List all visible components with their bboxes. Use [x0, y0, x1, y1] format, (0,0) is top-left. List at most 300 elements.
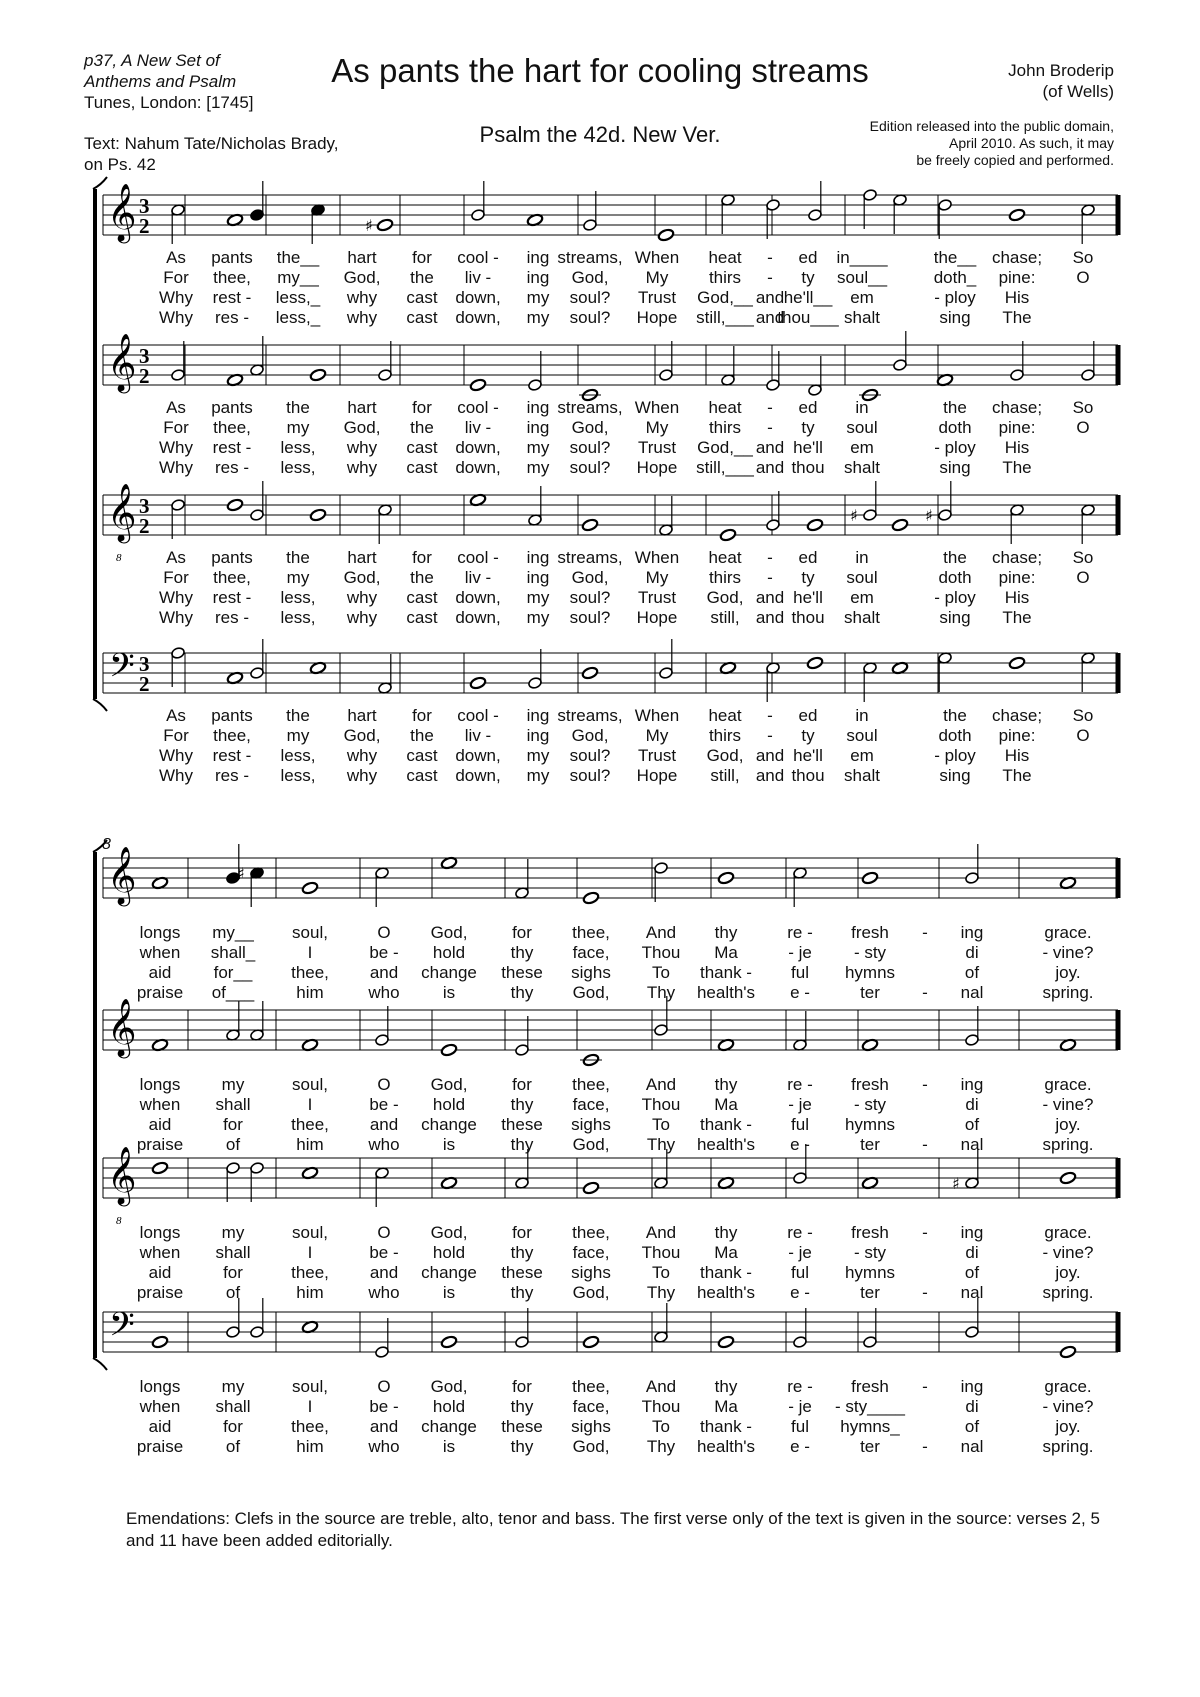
lyric-syllable: these: [501, 1263, 543, 1282]
lyric-syllable: God,: [343, 418, 381, 437]
lyric-syllable: Ma: [714, 1397, 738, 1416]
note-head: [375, 1034, 390, 1047]
lyric-syllable: di: [965, 943, 979, 962]
lyric-syllable: the: [410, 726, 434, 745]
lyric-syllable: he'll: [793, 746, 823, 765]
lyric-syllable: soul?: [569, 288, 611, 307]
treble-clef-icon: 𝄞: [107, 333, 137, 391]
lyric-syllable: God,__: [697, 288, 753, 307]
lyric-syllable: God,: [343, 268, 381, 287]
lyric-syllable: rest -: [212, 746, 252, 765]
lyric-syllable: For: [163, 268, 189, 287]
lyric-syllable: soul__: [836, 268, 888, 287]
lyric-syllable: - ploy: [934, 438, 976, 457]
note-head: [863, 1336, 878, 1349]
lyric-syllable: So: [1072, 398, 1094, 417]
lyric-syllable: shall: [215, 1243, 251, 1262]
lyric-syllable: thee,: [213, 268, 251, 287]
lyric-syllable: -: [922, 1283, 928, 1302]
lyric-syllable: -: [767, 398, 773, 417]
lyric-syllable: chase;: [991, 248, 1043, 267]
lyric-syllable: -: [767, 418, 773, 437]
lyric-syllable: thirs: [708, 268, 742, 287]
lyric-syllable: -: [922, 1377, 928, 1396]
lyric-syllable: in: [855, 706, 869, 725]
lyric-syllable: for: [223, 1115, 243, 1134]
note-head: [171, 647, 186, 660]
lyric-syllable: of: [225, 1135, 241, 1154]
lyric-syllable: pants: [211, 548, 253, 567]
lyric-syllable: thirs: [708, 726, 742, 745]
note-head: [1059, 1171, 1076, 1185]
lyric-syllable: nal: [960, 983, 984, 1002]
time-signature-numerator: 3: [139, 494, 150, 518]
lyric-syllable: my: [221, 1223, 245, 1242]
lyric-syllable: nal: [960, 1135, 984, 1154]
lyric-syllable: ty: [801, 726, 815, 745]
note-head: [250, 1326, 265, 1339]
note-head: [893, 359, 908, 372]
bracket-bottom-hook: [93, 699, 107, 711]
lyric-syllable: down,: [455, 288, 501, 307]
lyric-syllable: God,: [430, 1075, 468, 1094]
lyric-syllable: em: [850, 438, 874, 457]
lyric-syllable: thee,: [291, 1417, 329, 1436]
lyric-syllable: of: [964, 1417, 980, 1436]
lyric-syllable: Trust: [637, 588, 677, 607]
lyric-syllable: -: [922, 1223, 928, 1242]
lyric-syllable: shalt: [844, 608, 880, 627]
lyric-syllable: And: [645, 1223, 677, 1242]
lyric-syllable: soul: [846, 418, 878, 437]
lyric-syllable: and: [369, 1263, 399, 1282]
lyric-syllable: ing: [526, 726, 550, 745]
lyric-syllable: As: [166, 398, 186, 417]
lyric-syllable: pants: [211, 398, 253, 417]
lyric-syllable: why: [346, 588, 378, 607]
lyric-syllable: ty: [801, 268, 815, 287]
sharp-icon: ♯: [925, 506, 933, 525]
lyric-syllable: Trust: [637, 288, 677, 307]
lyric-syllable: To: [652, 963, 670, 982]
lyric-syllable: heat: [708, 248, 742, 267]
bracket-top-hook: [93, 177, 107, 189]
lyric-syllable: - vine?: [1042, 943, 1094, 962]
lyric-syllable: pine:: [998, 268, 1036, 287]
lyric-syllable: soul?: [569, 308, 611, 327]
note-head: [654, 862, 669, 875]
lyric-syllable: health's: [696, 983, 756, 1002]
lyric-syllable: re -: [787, 1223, 813, 1242]
lyric-syllable: ty: [801, 568, 815, 587]
lyric-syllable: di: [965, 1243, 979, 1262]
lyric-syllable: Why: [159, 588, 193, 607]
lyric-syllable: grace.: [1044, 1223, 1092, 1242]
lyric-syllable: of: [964, 1263, 980, 1282]
lyric-syllable: soul?: [569, 458, 611, 477]
lyric-syllable: less,: [280, 766, 316, 785]
lyric-syllable: ful: [791, 1417, 809, 1436]
lyric-syllable: - ploy: [934, 288, 976, 307]
note-head: [766, 199, 781, 212]
lyric-syllable: for: [412, 398, 432, 417]
lyric-syllable: hart: [347, 398, 377, 417]
lyric-syllable: cool -: [457, 248, 499, 267]
lyric-syllable: God,: [706, 746, 744, 765]
lyric-syllable: joy.: [1055, 1417, 1081, 1436]
lyric-syllable: fresh: [851, 1223, 889, 1242]
lyric-syllable: my: [221, 1075, 245, 1094]
lyric-syllable: doth: [938, 418, 972, 437]
lyric-syllable: ed: [798, 248, 818, 267]
lyric-syllable: Hope: [636, 458, 678, 477]
lyric-syllable: my: [526, 746, 550, 765]
lyric-syllable: ty: [801, 418, 815, 437]
lyric-syllable: and: [755, 288, 785, 307]
lyric-syllable: and: [755, 746, 785, 765]
lyric-syllable: ter: [860, 1135, 880, 1154]
lyric-syllable: my: [526, 438, 550, 457]
lyric-syllable: hold: [432, 1397, 466, 1416]
lyric-syllable: O: [1076, 268, 1090, 287]
lyric-syllable: thy: [510, 1243, 534, 1262]
text-credit-line: on Ps. 42: [84, 155, 156, 174]
lyric-syllable: for: [412, 548, 432, 567]
lyric-syllable: pants: [211, 248, 253, 267]
lyric-syllable: -: [767, 568, 773, 587]
lyric-syllable: the: [410, 268, 434, 287]
lyric-syllable: My: [645, 268, 669, 287]
lyric-syllable: - sty____: [835, 1397, 905, 1416]
lyric-syllable: face,: [572, 1095, 610, 1114]
lyric-syllable: when: [139, 1243, 181, 1262]
lyric-syllable: less,: [280, 746, 316, 765]
lyric-syllable: O: [377, 1377, 391, 1396]
lyric-syllable: pants: [211, 706, 253, 725]
lyric-syllable: hold: [432, 1095, 466, 1114]
note-head: [309, 508, 326, 522]
lyric-syllable: grace.: [1044, 1377, 1092, 1396]
lyric-syllable: health's: [696, 1437, 756, 1456]
lyric-syllable: The: [1002, 308, 1032, 327]
lyric-syllable: who: [368, 1135, 400, 1154]
lyric-syllable: for: [512, 1377, 532, 1396]
lyric-syllable: thy: [510, 1095, 534, 1114]
lyric-syllable: change: [421, 1263, 477, 1282]
lyric-syllable: why: [346, 608, 378, 627]
lyric-syllable: Thy: [646, 1283, 676, 1302]
note-head: [938, 199, 953, 212]
lyric-syllable: thy: [510, 1397, 534, 1416]
lyric-syllable: So: [1072, 548, 1094, 567]
lyric-syllable: Why: [159, 608, 193, 627]
time-signature-denominator: 2: [139, 214, 150, 238]
lyric-syllable: thee,: [572, 923, 610, 942]
lyric-syllable: thy: [714, 923, 738, 942]
lyric-syllable: - ploy: [934, 746, 976, 765]
lyric-syllable: my: [526, 766, 550, 785]
bracket-bottom-hook: [93, 1358, 107, 1370]
lyric-syllable: ful: [791, 1263, 809, 1282]
lyric-syllable: His: [1004, 288, 1030, 307]
lyric-syllable: thee,: [291, 1263, 329, 1282]
lyric-syllable: O: [377, 1223, 391, 1242]
note-head: [582, 1335, 599, 1349]
lyric-syllable: sighs: [571, 1263, 611, 1282]
treble-clef-icon: 𝄞: [107, 183, 137, 241]
lyric-syllable: be -: [369, 1095, 399, 1114]
lyric-syllable: for: [412, 248, 432, 267]
lyric-syllable: he'll: [793, 438, 823, 457]
lyric-syllable: thou: [791, 766, 825, 785]
lyric-syllable: still,___: [696, 458, 754, 477]
lyric-syllable: The: [1002, 608, 1032, 627]
lyric-syllable: Ma: [714, 943, 738, 962]
lyric-syllable: and: [369, 1417, 399, 1436]
note-head: [654, 1024, 669, 1037]
note-head: [863, 189, 878, 202]
lyric-syllable: soul,: [292, 1377, 328, 1396]
lyric-syllable: ing: [960, 923, 984, 942]
lyric-syllable: Thou: [641, 1397, 681, 1416]
lyric-syllable: e -: [790, 1135, 810, 1154]
lyric-syllable: And: [645, 1377, 677, 1396]
lyric-syllable: - je: [788, 1243, 812, 1262]
lyric-syllable: God,__: [697, 438, 753, 457]
lyric-syllable: the: [286, 398, 310, 417]
lyric-syllable: my__: [277, 268, 319, 287]
lyric-syllable: for: [512, 923, 532, 942]
lyric-syllable: To: [652, 1115, 670, 1134]
license-line: Edition released into the public domain,: [869, 118, 1114, 134]
treble-clef-icon: 𝄞: [107, 483, 137, 541]
text-credit-line: Text: Nahum Tate/Nicholas Brady,: [84, 134, 339, 153]
lyric-syllable: aid: [148, 963, 172, 982]
lyric-syllable: sighs: [571, 963, 611, 982]
lyric-syllable: hymns: [844, 963, 896, 982]
lyric-syllable: -: [767, 548, 773, 567]
lyric-syllable: thy: [510, 1283, 534, 1302]
lyric-syllable: nal: [960, 1283, 984, 1302]
lyric-syllable: for: [512, 1223, 532, 1242]
note-head: [250, 509, 265, 522]
lyric-syllable: and: [755, 608, 785, 627]
lyric-syllable: my: [526, 288, 550, 307]
lyric-syllable: God,: [571, 268, 609, 287]
note-head: [1010, 369, 1025, 382]
lyric-syllable: em: [850, 588, 874, 607]
lyric-syllable: - ploy: [934, 588, 976, 607]
lyric-syllable: streams,: [557, 706, 623, 725]
lyric-syllable: he'll: [793, 588, 823, 607]
lyric-syllable: heat: [708, 706, 742, 725]
lyric-syllable: thee,: [213, 726, 251, 745]
lyric-syllable: -: [922, 983, 928, 1002]
sharp-icon: ♯: [850, 506, 858, 525]
lyric-syllable: who: [368, 1283, 400, 1302]
note-head: [375, 1346, 390, 1359]
lyric-syllable: Ma: [714, 1095, 738, 1114]
lyric-syllable: be -: [369, 1397, 399, 1416]
lyric-syllable: aid: [148, 1263, 172, 1282]
lyric-syllable: - vine?: [1042, 1397, 1094, 1416]
lyric-syllable: for: [223, 1263, 243, 1282]
lyric-syllable: hold: [432, 1243, 466, 1262]
lyric-syllable: ing: [526, 568, 550, 587]
lyric-syllable: heat: [708, 398, 742, 417]
lyric-syllable: the: [943, 548, 967, 567]
sharp-icon: ♯: [365, 216, 373, 235]
lyric-syllable: longs: [139, 1223, 181, 1242]
lyric-syllable: res -: [215, 766, 249, 785]
sharp-icon: ♯: [237, 864, 245, 883]
lyric-syllable: my: [526, 458, 550, 477]
lyric-syllable: God,: [572, 983, 610, 1002]
note-head: [891, 518, 908, 532]
lyric-syllable: down,: [455, 458, 501, 477]
lyric-syllable: sing: [939, 308, 971, 327]
note-head: [806, 656, 823, 670]
lyric-syllable: When: [634, 548, 680, 567]
lyric-syllable: face,: [572, 1397, 610, 1416]
lyric-syllable: the__: [276, 248, 320, 267]
lyric-syllable: down,: [455, 588, 501, 607]
note-head: [528, 677, 543, 690]
lyric-syllable: down,: [455, 746, 501, 765]
lyric-syllable: To: [652, 1263, 670, 1282]
sharp-icon: ♯: [952, 1174, 960, 1193]
lyric-syllable: His: [1004, 438, 1030, 457]
lyric-syllable: cast: [406, 458, 438, 477]
lyric-syllable: shalt: [844, 766, 880, 785]
lyric-syllable: thy: [714, 1075, 738, 1094]
lyric-syllable: for__: [213, 963, 253, 982]
note-head: [471, 209, 486, 222]
lyric-syllable: ed: [798, 706, 818, 725]
lyric-syllable: of___: [211, 983, 255, 1002]
lyric-syllable: em: [850, 746, 874, 765]
lyric-syllable: thou___: [777, 308, 839, 327]
lyric-syllable: cool -: [457, 706, 499, 725]
lyric-syllable: - je: [788, 1095, 812, 1114]
lyric-syllable: of: [225, 1437, 241, 1456]
note-head: [583, 219, 598, 232]
lyric-syllable: di: [965, 1397, 979, 1416]
lyric-syllable: longs: [139, 1075, 181, 1094]
lyric-syllable: spring.: [1042, 983, 1094, 1002]
lyric-syllable: cast: [406, 608, 438, 627]
lyric-syllable: -: [922, 1437, 928, 1456]
lyric-syllable: I: [307, 1243, 313, 1262]
staff: [103, 639, 1118, 702]
lyric-syllable: who: [368, 1437, 400, 1456]
time-signature-denominator: 2: [139, 514, 150, 538]
lyric-syllable: thy: [510, 1437, 534, 1456]
lyric-syllable: O: [1076, 568, 1090, 587]
lyric-syllable: - sty: [853, 1095, 887, 1114]
lyric-syllable: hold: [432, 943, 466, 962]
lyric-syllable: streams,: [557, 248, 623, 267]
lyric-syllable: praise: [136, 1135, 184, 1154]
lyric-syllable: thee,: [572, 1223, 610, 1242]
lyric-syllable: ing: [526, 418, 550, 437]
lyric-syllable: God,: [343, 726, 381, 745]
lyric-syllable: these: [501, 1417, 543, 1436]
note-head: [376, 218, 393, 232]
lyric-syllable: when: [139, 1095, 181, 1114]
note-head: [581, 518, 598, 532]
lyric-syllable: Ma: [714, 1243, 738, 1262]
lyric-syllable: and: [755, 588, 785, 607]
lyric-syllable: God,: [430, 1377, 468, 1396]
lyric-syllable: As: [166, 248, 186, 267]
time-signature-denominator: 2: [139, 672, 150, 696]
note-head: [250, 667, 265, 680]
note-head: [581, 666, 598, 680]
lyric-syllable: these: [501, 1115, 543, 1134]
lyric-syllable: sing: [939, 608, 971, 627]
lyric-syllable: God,: [343, 568, 381, 587]
lyric-syllable: -: [767, 248, 773, 267]
note-head: [861, 871, 878, 885]
lyric-syllable: him: [296, 1283, 324, 1302]
lyric-syllable: fresh: [851, 1075, 889, 1094]
lyric-syllable: thank -: [700, 1417, 752, 1436]
lyric-syllable: shalt: [844, 458, 880, 477]
lyric-syllable: shall_: [210, 943, 256, 962]
lyric-syllable: fresh: [851, 1377, 889, 1396]
lyric-syllable: for: [223, 1417, 243, 1436]
lyric-syllable: less,_: [275, 308, 321, 327]
lyric-syllable: -: [767, 726, 773, 745]
note-head: [469, 676, 486, 690]
lyric-syllable: God,: [571, 418, 609, 437]
note-head: [582, 891, 599, 905]
lyric-syllable: ful: [791, 1115, 809, 1134]
lyric-syllable: O: [1076, 418, 1090, 437]
lyric-syllable: hymns: [844, 1115, 896, 1134]
lyric-syllable: e -: [790, 983, 810, 1002]
note-head: [309, 368, 326, 382]
lyric-syllable: grace.: [1044, 1075, 1092, 1094]
lyric-syllable: still,: [710, 608, 740, 627]
lyric-syllable: e -: [790, 1437, 810, 1456]
lyric-syllable: still,___: [696, 308, 754, 327]
lyric-syllable: God,: [571, 568, 609, 587]
note-head: [515, 1336, 530, 1349]
note-head: [717, 871, 734, 885]
lyric-syllable: For: [163, 726, 189, 745]
measure-number: 8: [102, 836, 111, 853]
lyric-syllable: thee,: [213, 568, 251, 587]
lyric-syllable: why: [346, 308, 378, 327]
lyric-syllable: My: [645, 418, 669, 437]
lyric-syllable: ing: [526, 398, 550, 417]
lyric-syllable: change: [421, 1115, 477, 1134]
lyric-syllable: ing: [960, 1377, 984, 1396]
lyric-syllable: liv -: [464, 418, 492, 437]
lyric-syllable: ing: [526, 706, 550, 725]
lyric-syllable: the: [410, 418, 434, 437]
lyric-syllable: So: [1072, 706, 1094, 725]
lyric-syllable: soul,: [292, 923, 328, 942]
lyric-syllable: sing: [939, 458, 971, 477]
lyric-syllable: ing: [526, 548, 550, 567]
lyric-syllable: res -: [215, 608, 249, 627]
lyric-syllable: Trust: [637, 438, 677, 457]
lyric-syllable: the: [943, 706, 967, 725]
lyric-syllable: Why: [159, 308, 193, 327]
